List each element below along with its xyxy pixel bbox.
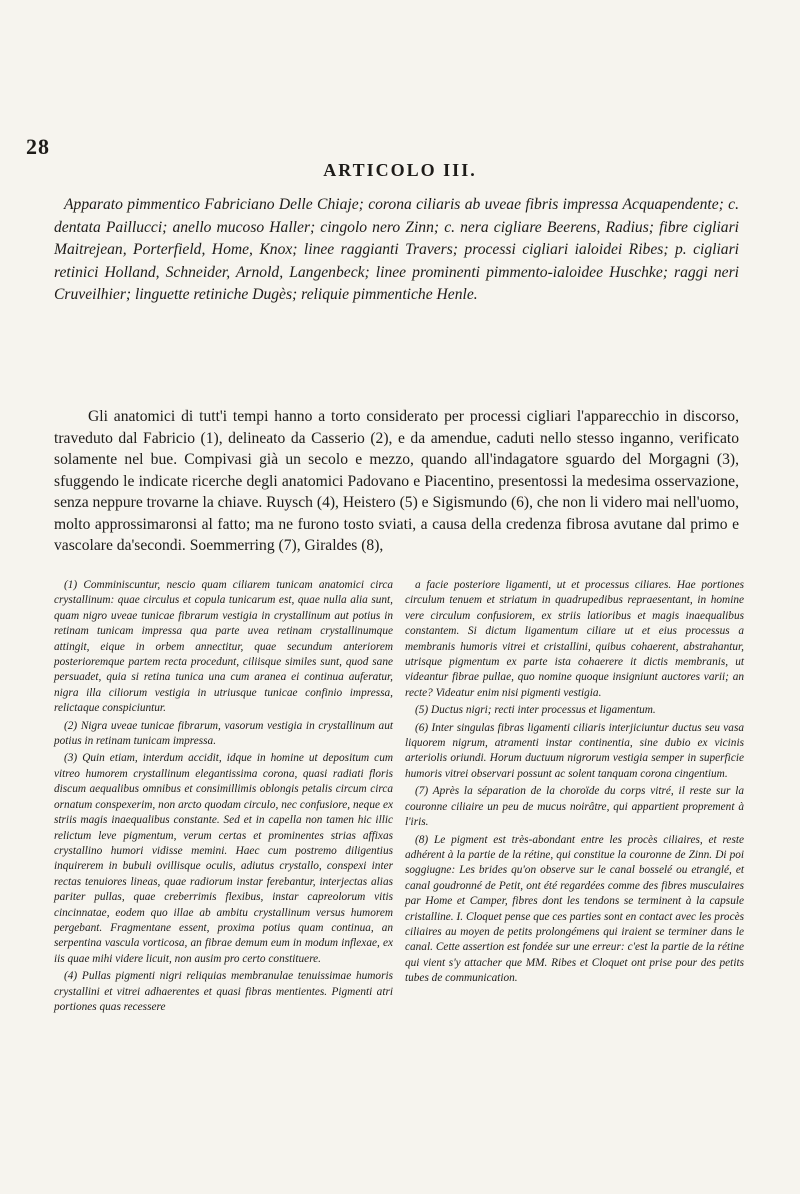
footnote: (4) Pullas pigmenti nigri reliquias membranulae tenuissimae humoris crystallini et vitrei adhaerentes et quasi fibras mentientes. Pigmenti atri portiones quas recessere — [54, 970, 393, 1013]
footnote: (3) Quin etiam, interdum accidit, idque in homine ut depositum cum vitreo humorem crystallinum elegantissima corona, quasi radiati floris discum aequalibus omnibus et consimillimis oblongis petalis circum circa ornatum conspexerim, non arcto quodam circulo, nec confusiore, neque ex striis magis inaequalibus constante. Sed et in capella non tamen hic illic relictum leve pigmentum, verum certas et prominentes strias affixas crystallino humori vidisse memini. Haec cum postremo diligentius inquirerem in bubuli ovillisque oculis, adiutus crystallo, conspexi inter rectas tenuiores lineas, quae radiorum instar ferebantur, interjectas alias pariter pullas, quae creberrimis flexibus, instar capreolorum vitis cincinnatae, eodem quo illae ab ambitu crystallinum versus humorem pergebant. Fragmentane essent, proxima potius quam continua, an serpentina vascula vorticosa, an fibrae demum eum in modum inflexae, ex iis quae mihi videre licuit, non ausim pro certo constituere. — [54, 752, 393, 965]
article-heading: ARTICOLO III. — [323, 160, 477, 180]
footnote: (2) Nigra uveae tunicae fibrarum, vasorum vestigia in crystallinum aut potius in retinam tunicam impressa. — [54, 719, 393, 748]
footnotes-right-column — [405, 578, 744, 1017]
footnote: (1) Comminiscuntur, nescio quam ciliarem tunicam anatomici circa crystallinum: quae circulus et copula tunicarum est, quae nulla alia sunt, quam nigro uveae tunicae fibrarum vestigia in crystallinum aut potius in retinam tunicam impressa qua parte uvea retinam crystallinumque attingit, eique in orbem annectitur, quae secundum anteriorem posterioremque partem recta procedunt, ciliisque similes sunt, quod sane persuadet, quia si retina tunica una cum aranea ei continua auferatur, nigra illa ciliorum vestigia in utriusque tunicae confinio impressa, relictaque conspiciuntur. — [54, 579, 393, 715]
main-paragraph: Gli anatomici di tutt'i tempi hanno a torto considerato per processi cigliari l'apparecchio in discorso, traveduto dal Fabricio (1), delineato da Casserio (2), e da amendue, caduti nello stesso inganno, verificato solamente nel bue. Compivasi già un secolo e mezzo, quando all'indagatore sguardo del Morgagni (3), sfuggendo le indicate ricerche degli anatomici Padovano e Piacentino, presentossi la medesima osservazione, senza neppure trovarne la chiave. Ruysch (4), Heistero (5) e Sigismundo (6), che non li videro mai nell'uomo, molto approssimaronsi al fatto; ma ne furono tosto sviati, a causa della credenza fibrosa avutane dal primo e vascolare da'secondi. Soemmerring (7), Giraldes (8), — [54, 408, 739, 554]
synonym-paragraph: Apparato pimmentico Fabriciano Delle Chiaje; corona ciliaris ab uveae fibris impressa Acquapendente; c. dentata Paillucci; anello mucoso Haller; cingolo nero Zinn; c. nera cigliare Beerens, Radius; fibre cigliari Maitrejean, Porterfield, Home, Knox; linee raggianti Travers; processi cigliari ialoidei Ribes; p. cigliari retinici Holland, Schneider, Arnold, Langenbeck; linee prominenti pimmento-ialoidee Huschke; raggi neri Cruveilhier; linguette retiniche Dugès; reliquie pimmentiche Henle. — [54, 196, 739, 303]
footnote: (7) Après la séparation de la choroïde du corps vitré, il reste sur la couronne ciliaire un peu de mucus noirâtre, qui appartient proprement à l'iris. — [405, 785, 744, 829]
footnote: a facie posteriore ligamenti, ut et processus ciliares. Hae portiones circulum tenuem et striatum in quadrupedibus repraesentant, in homine vere circulum confusiorem, ex striis latioribus et magis inaequalibus constantem. Si dictum ligamentum ciliare ut et eius processus a membranis humoris vitrei et cristallini, quibus cohaerent, abstrahantur, utrisque pigmentum ex parte ista cohaerere it dictis membranis, ut videantur fibrae pullae, quo nomine quoque insigniunt auctores varii; an recte? Videatur enim nisi pigmenti vestigia. — [405, 579, 744, 699]
footnote: (5) Ductus nigri; recti inter processus et ligamentum. — [415, 704, 656, 717]
footnotes-left-column — [54, 578, 393, 1017]
page-number: 28 — [26, 134, 50, 159]
footnotes — [54, 578, 744, 1017]
footnote: (6) Inter singulas fibras ligamenti ciliaris interjiciuntur ductus seu vasa liquorem nigrum, atramenti instar continentia, sine dubio ex vicinis arteriolis oriundi. Horum ductuum nigrorum vestigia semper in superficie humoris vitrei observari possunt ac solent tanquam corona cingentium. — [405, 721, 744, 780]
footnote: (8) Le pigment est très-abondant entre les procès ciliaires, et reste adhérent à la partie de la rétine, qui constitue la couronne de Zinn. Di poi soggiugne: Les brides qu'on observe sur le canal bosselé ou etranglé, et canal goudronné de Petit, ont été regardées comme des fibres musculaires par Home et Camper, fibres dont les tendons se terminent à la capsule cristalline. I. Cloquet pense que ces parties sont en contact avec les procès ciliaires au moyen de petits prolongémens qui iraient se terminer dans le canal. Cette assertion est fondée sur une erreur: c'est la partie de la rétine qui vient s'y attacher que MM. Ribes et Cloquet ont prise pour des petits tubes de communication. — [405, 833, 744, 985]
